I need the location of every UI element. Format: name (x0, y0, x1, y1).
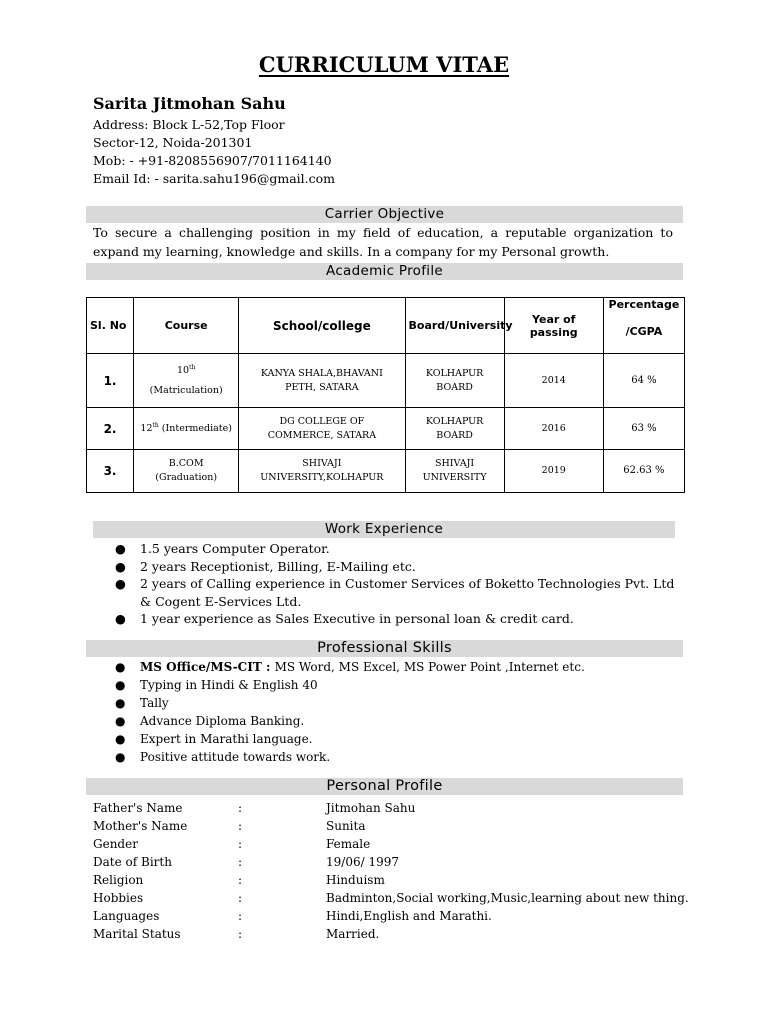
cell-year: 2016 (504, 408, 603, 450)
table-row (87, 354, 685, 408)
address-line-2: Sector-12, Noida-201301 (93, 135, 253, 150)
profile-separator: : (238, 837, 243, 851)
profile-value: Sunita (326, 819, 366, 833)
list-item: ● 1.5 years Computer Operator. (115, 541, 330, 556)
cell-percentage: 63 % (603, 408, 684, 450)
mobile-number: Mob: - +91-8208556907/7011164140 (93, 153, 332, 168)
work-experience-list (93, 540, 683, 628)
cell-course (134, 408, 239, 450)
bullet-icon: ● (115, 750, 126, 764)
col-header-board: Board/University (405, 298, 504, 354)
profile-value: Hindi,English and Marathi. (326, 909, 492, 923)
profile-value: Badminton,Social working,Music,learning about new thing. (326, 891, 689, 905)
cell-percentage: 62.63 % (603, 450, 684, 493)
table-row (93, 835, 693, 853)
cell-board: KOLHAPUR BOARD (405, 354, 504, 408)
cell-board: SHIVAJI UNIVERSITY (405, 450, 504, 493)
list-item: ● Positive attitude towards work. (115, 750, 331, 764)
section-header-objective: Carrier Objective (86, 206, 683, 223)
section-header-academic: Academic Profile (86, 263, 683, 280)
cell-school: DG COLLEGE OF COMMERCE, SATARA (239, 408, 405, 450)
address-line-1: Address: Block L-52,Top Floor (93, 117, 285, 132)
course-number: 10 (176, 364, 190, 376)
academic-table (86, 297, 685, 493)
table-row (87, 450, 685, 493)
list-item: ● Advance Diploma Banking. (115, 714, 305, 728)
profile-label: Hobbies (93, 891, 144, 905)
course-name: (Intermediate) (158, 422, 232, 434)
list-item: ● 2 years of Calling experience in Customer Services of Boketto Technologies Pvt. Ltd & Cogent E-Services Ltd. (115, 576, 675, 609)
col-header-percentage-line1: Percentage (608, 298, 680, 311)
profile-separator: : (238, 855, 243, 869)
profile-separator: : (238, 891, 243, 905)
cell-school: SHIVAJI UNIVERSITY,KOLHAPUR (239, 450, 405, 493)
bullet-icon: ● (115, 541, 126, 556)
bullet-icon: ● (115, 660, 126, 674)
profile-separator: : (238, 909, 243, 923)
bullet-icon: ● (115, 714, 126, 728)
profile-value: Jitmohan Sahu (326, 801, 416, 815)
cell-slno: 1. (87, 354, 134, 408)
list-item: ● Typing in Hindi & English 40 (115, 678, 318, 692)
profile-separator: : (238, 873, 243, 887)
cell-slno: 3. (87, 450, 134, 493)
col-header-slno: Sl. No (87, 298, 134, 354)
candidate-name: Sarita Jitmohan Sahu (93, 94, 286, 113)
profile-value: Hinduism (326, 873, 385, 887)
cell-course (134, 354, 239, 408)
personal-profile (93, 799, 693, 943)
profile-label: Marital Status (93, 927, 181, 941)
cell-year: 2019 (504, 450, 603, 493)
profile-separator: : (238, 819, 243, 833)
professional-skills-list (93, 658, 683, 766)
profile-separator: : (238, 927, 243, 941)
profile-label: Religion (93, 873, 144, 887)
profile-label: Gender (93, 837, 138, 851)
table-header-row (87, 298, 685, 354)
profile-label: Languages (93, 909, 160, 923)
profile-label: Mother's Name (93, 819, 188, 833)
contact-block (93, 116, 335, 188)
cell-board: KOLHAPUR BOARD (405, 408, 504, 450)
profile-separator: : (238, 801, 243, 815)
objective-text: To secure a challenging position in my field of education, a reputable organization to expand my learning, knowledge and skills. In a company for my Personal growth. (93, 225, 673, 259)
skill-label: MS Office/MS-CIT : (140, 660, 275, 674)
section-header-personal: Personal Profile (86, 778, 683, 795)
list-item: ● Expert in Marathi language. (115, 732, 313, 746)
list-item: ● Tally (115, 696, 169, 710)
bullet-icon: ● (115, 732, 126, 746)
cell-year: 2014 (504, 354, 603, 408)
col-header-course: Course (134, 298, 239, 354)
course-number: 12 (140, 422, 153, 434)
section-header-skills: Professional Skills (86, 640, 683, 657)
table-row (93, 799, 693, 817)
cell-percentage: 64 % (603, 354, 684, 408)
section-header-work: Work Experience (93, 521, 675, 538)
profile-label: Date of Birth (93, 855, 172, 869)
table-row (93, 925, 693, 943)
bullet-icon: ● (115, 611, 126, 626)
bullet-icon: ● (115, 696, 126, 710)
list-item: ● 2 years Receptionist, Billing, E-Mailing etc. (115, 558, 416, 574)
profile-value: Married. (326, 927, 380, 941)
cell-slno: 2. (87, 408, 134, 450)
bullet-icon: ● (115, 576, 126, 591)
list-item: ● 1 year experience as Sales Executive in personal loan & credit card. (115, 611, 574, 626)
list-item: ● MS Office/MS-CIT : MS Word, MS Excel, MS Power Point ,Internet etc. (115, 660, 585, 674)
document-title: CURRICULUM VITAE (258, 52, 510, 77)
course-name: (Matriculation) (149, 384, 223, 396)
table-row (93, 907, 693, 925)
course-suffix: th (189, 363, 196, 371)
table-row (87, 408, 685, 450)
cell-course: B.COM (Graduation) (134, 450, 239, 493)
table-row (93, 853, 693, 871)
course-suffix: th (152, 421, 159, 429)
col-header-year: Year of passing (504, 298, 603, 354)
cell-school: KANYA SHALA,BHAVANI PETH, SATARA (239, 354, 405, 408)
col-header-school: School/college (239, 298, 405, 354)
col-header-percentage-line2: /CGPA (625, 325, 663, 338)
email-address: Email Id: - sarita.sahu196@gmail.com (93, 171, 335, 186)
bullet-icon: ● (115, 558, 126, 574)
table-row (93, 817, 693, 835)
table-row (93, 889, 693, 907)
table-row (93, 871, 693, 889)
profile-value: 19/06/ 1997 (326, 855, 399, 869)
bullet-icon: ● (115, 678, 126, 692)
col-header-percentage (603, 298, 684, 354)
profile-value: Female (326, 837, 371, 851)
profile-label: Father's Name (93, 801, 183, 815)
